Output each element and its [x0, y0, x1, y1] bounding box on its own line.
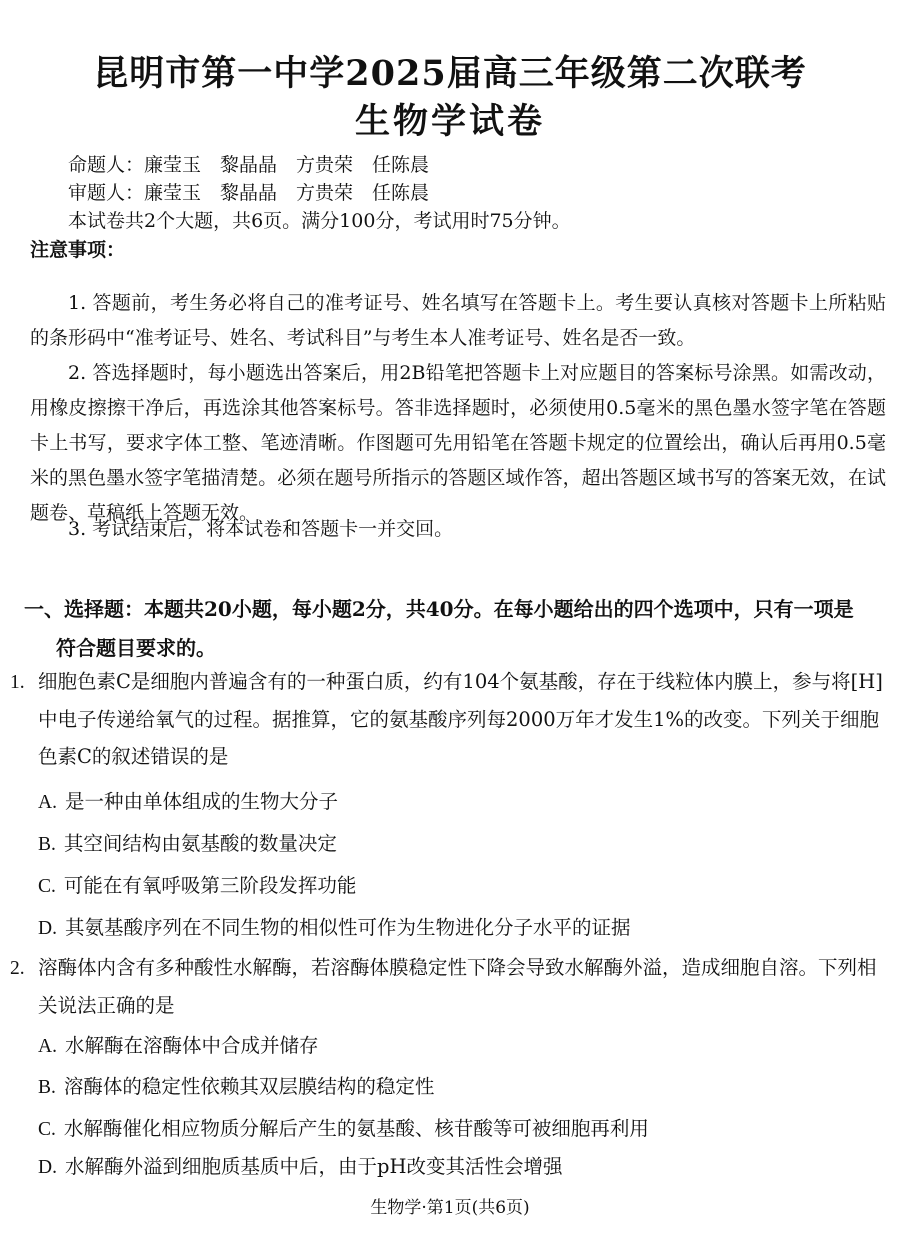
option-letter: D.: [38, 1157, 57, 1178]
question-1-option-b: [38, 825, 337, 863]
question-2-option-b: [38, 1068, 434, 1106]
question-2-stem: [10, 949, 886, 1024]
option-letter: C.: [38, 1119, 56, 1140]
page-footer: 生物学·第1页(共6页): [370, 1198, 530, 1218]
note-item-3: 3. 考试结束后，将本试卷和答题卡一并交回。: [68, 518, 454, 540]
reviewers-line: 审题人：廉莹玉 黎晶晶 方贵荣 任陈晨: [68, 182, 430, 204]
option-letter: C.: [38, 876, 56, 897]
option-text: 水解酶催化相应物质分解后产生的氨基酸、核苷酸等可被细胞再利用: [63, 1117, 649, 1140]
option-letter: A.: [38, 792, 57, 813]
exam-info-line: 本试卷共2个大题，共6页。满分100分，考试用时75分钟。: [68, 210, 571, 232]
section-heading: [24, 590, 886, 668]
question-1-option-a: [38, 783, 338, 821]
question-number: 1.: [10, 672, 25, 693]
question-1-option-d: [38, 909, 630, 947]
note-item-1: 1. 答题前，考生务必将自己的准考证号、姓名填写在答题卡上。考生要认真核对答题卡上所粘贴的条形码中“准考证号、姓名、考试科目”与考生本人准考证号、姓名是否一致。: [30, 292, 886, 349]
question-2-option-a: [38, 1027, 318, 1065]
question-text: 细胞色素C是细胞内普遍含有的一种蛋白质，约有104个氨基酸，存在于线粒体内膜上，参与将[H]中电子传递给氧气的过程。据推算，它的氨基酸序列每2000万年才发生1%的改变。下列关于细胞色素C的叙述错误的是: [38, 670, 883, 768]
question-1-option-c: [38, 867, 356, 905]
option-text: 是一种由单体组成的生物大分子: [64, 790, 338, 813]
notes-heading: 注意事项：: [30, 239, 126, 261]
option-text: 其氨基酸序列在不同生物的相似性可作为生物进化分子水平的证据: [64, 916, 631, 939]
option-text: 水解酶外溢到细胞质基质中后，由于pH改变其活性会增强: [64, 1155, 563, 1178]
section-heading-line2: 符合题目要求的。: [56, 636, 216, 660]
option-letter: B.: [38, 834, 56, 855]
question-number: 2.: [10, 958, 25, 979]
option-letter: A.: [38, 1036, 57, 1057]
note-item-2: 2. 答选择题时，每小题选出答案后，用2B铅笔把答题卡上对应题目的答案标号涂黑。如需改动，用橡皮擦擦干净后，再选涂其他答案标号。答非选择题时，必须使用0.5毫米的黑色墨水签字笔在答题卡上书写，要求字体工整、笔迹清晰。作图题可先用铅笔在答题卡规定的位置绘出，确认后再用0.5毫米的黑色墨水签字笔描清楚。必须在题号所指示的答题区域作答，超出答题区域书写的答案无效，在试题卷、草稿纸上答题无效。: [30, 362, 886, 524]
option-letter: B.: [38, 1077, 56, 1098]
question-2-option-d: [38, 1148, 562, 1186]
exam-title: 昆明市第一中学2025届高三年级第二次联考: [93, 53, 807, 94]
authors-line: 命题人：廉莹玉 黎晶晶 方贵荣 任陈晨: [68, 154, 430, 176]
question-2-option-c: [38, 1110, 649, 1148]
question-1-stem: [10, 663, 886, 775]
section-heading-line1: 一、选择题：本题共20小题，每小题2分，共40分。在每小题给出的四个选项中，只有一项是: [24, 597, 854, 621]
option-letter: D.: [38, 918, 57, 939]
option-text: 其空间结构由氨基酸的数量决定: [63, 832, 337, 855]
exam-subject-title: 生物学试卷: [354, 101, 545, 142]
option-text: 水解酶在溶酶体中合成并储存: [64, 1034, 319, 1057]
option-text: 溶酶体的稳定性依赖其双层膜结构的稳定性: [63, 1075, 435, 1098]
question-text: 溶酶体内含有多种酸性水解酶，若溶酶体膜稳定性下降会导致水解酶外溢，造成细胞自溶。下列相关说法正确的是: [38, 956, 877, 1017]
option-text: 可能在有氧呼吸第三阶段发挥功能: [63, 874, 357, 897]
